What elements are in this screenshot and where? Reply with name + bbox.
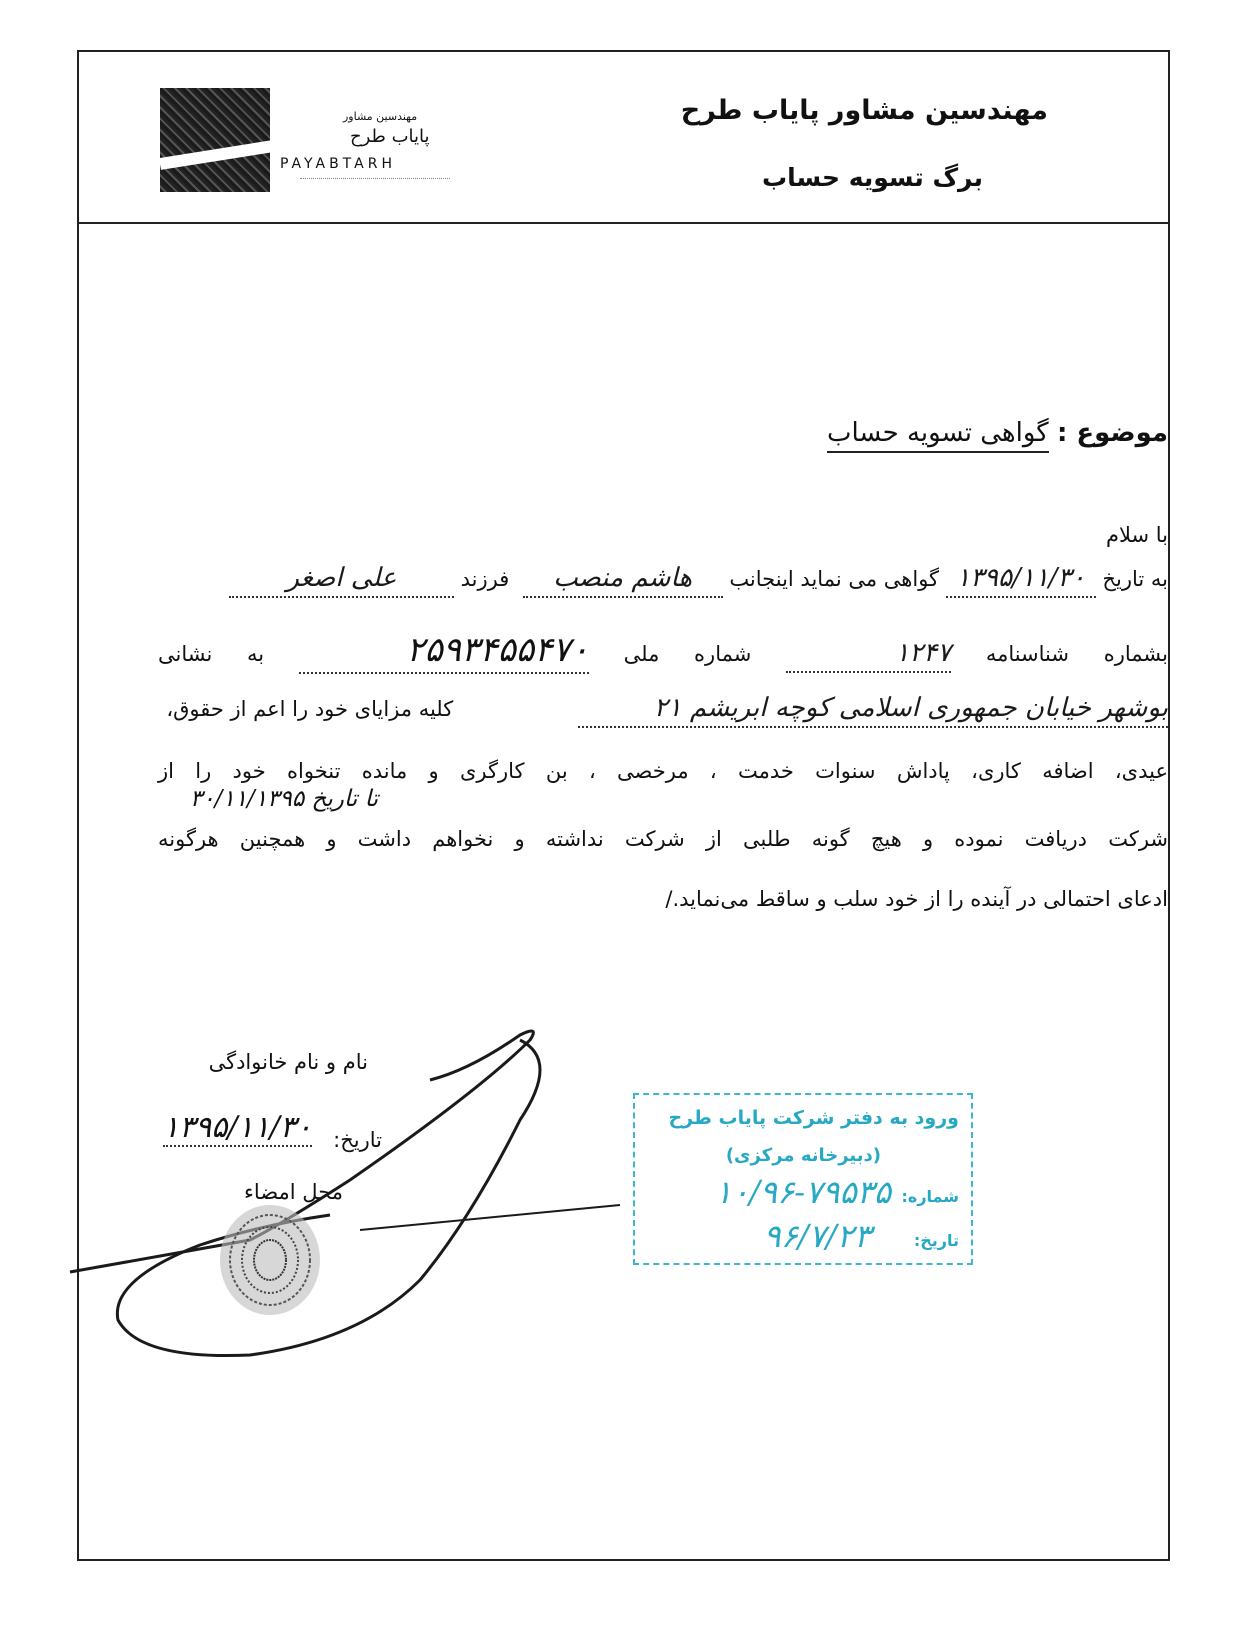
handwritten-date: ۱۳۹۵/۱۱/۳۰: [956, 563, 1086, 593]
body-line-1: به تاریخ ۱۳۹۵/۱۱/۳۰ گواهی می نماید اینجانب هاشم منصب فرزند علی اصغر: [158, 562, 1168, 598]
receipt-stamp: [633, 1093, 973, 1265]
signature-handwritten-date: ۱۳۹۵/۱۱/۳۰: [162, 1110, 312, 1145]
handwritten-father-name: علی اصغر: [286, 563, 397, 593]
fingerprint-icon: [220, 1205, 320, 1315]
company-name: مهندسین مشاور پایاب طرح: [680, 95, 1048, 126]
handwritten-national-id: ۲۵۹۳۴۵۵۴۷۰: [406, 630, 589, 670]
body-line-4: عیدی، اضافه کاری، پاداش سنوات خدمت ، مرخصی ، بن کارگری و مانده تنخواه خود را از: [158, 759, 1168, 783]
stamp-date-label: تاریخ:: [913, 1231, 959, 1250]
logo-english-name: PAYABTARH: [280, 156, 396, 172]
handwritten-name: هاشم منصب: [553, 563, 693, 593]
handwritten-id-number: ۱۲۴۷: [895, 638, 952, 668]
subject-value: گواهی تسویه حساب: [827, 418, 1049, 453]
signature-place-label: محل امضاء: [244, 1180, 343, 1204]
stamp-number-value: ۱۰/۹۶-۷۹۵۳۵: [714, 1173, 891, 1211]
stamp-date-value: ۹۶/۷/۲۳: [763, 1217, 871, 1255]
signature-date-label: تاریخ:: [333, 1128, 382, 1152]
subject-label: موضوع :: [1056, 418, 1168, 448]
stamp-subtitle: (دبیرخانه مرکزی): [725, 1145, 881, 1166]
stamp-number-label: شماره:: [901, 1187, 959, 1206]
logo-small-text: مهندسین مشاور: [343, 110, 418, 123]
body-line-6: ادعای احتمالی در آینده را از خود سلب و ساقط می‌نماید./: [665, 887, 1168, 911]
body-line-3: بوشهر خیابان جمهوری اسلامی کوچه ابریشم ۲۱ کلیه مزایای خود را اعم از حقوق،: [158, 692, 1168, 728]
body-line-5: شرکت دریافت نموده و هیچ گونه طلبی از شرکت نداشته و نخواهم داشت و همچنین هرگونه: [158, 827, 1168, 851]
handwritten-insertion: تا تاریخ ۳۰/۱۱/۱۳۹۵: [189, 786, 378, 812]
logo-persian-name: پایاب طرح: [350, 126, 430, 147]
body-line-2: بشماره شناسنامه ۱۲۴۷ شماره ملی ۲۵۹۳۴۵۵۴۷۰ به نشانی: [158, 628, 1168, 674]
stamp-title: ورود به دفتر شرکت پایاب طرح: [668, 1107, 959, 1129]
form-title: برگ تسویه حساب: [762, 163, 983, 192]
greeting: با سلام: [1105, 523, 1168, 547]
name-label: نام و نام خانوادگی: [208, 1050, 368, 1074]
handwritten-address: بوشهر خیابان جمهوری اسلامی کوچه ابریشم ۲۱: [578, 692, 1168, 728]
